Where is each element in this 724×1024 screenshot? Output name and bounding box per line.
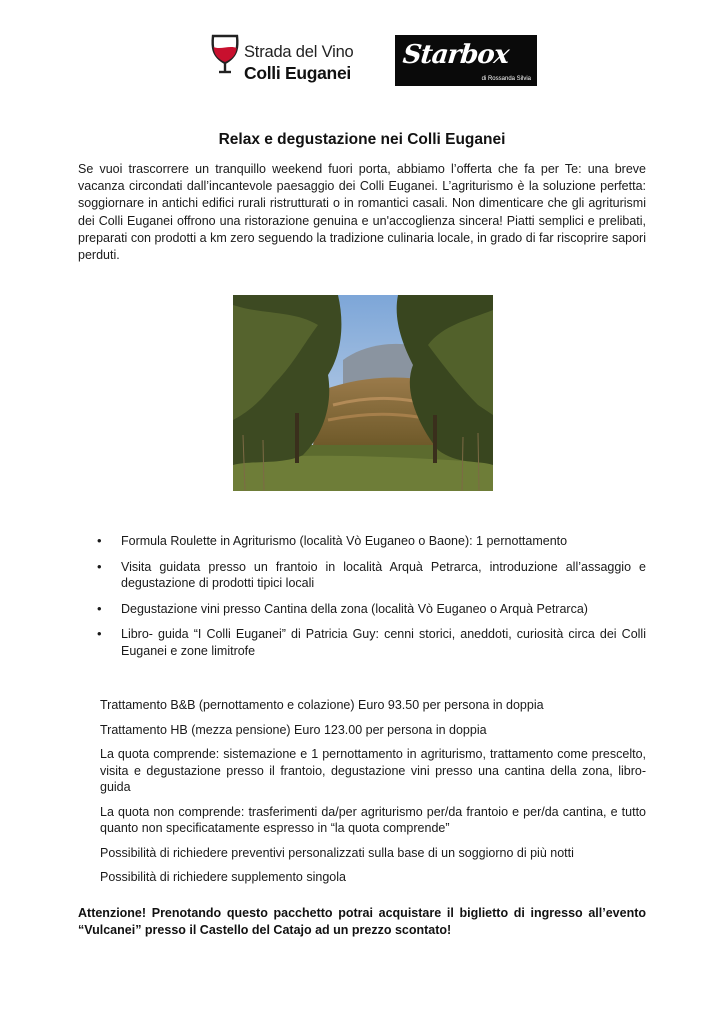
strada-del-vino-logo [210,34,370,86]
custom-quotes-note: Possibilità di richiedere preventivi personalizzati sulla base di un soggiorno di più notti [100,845,574,860]
starbox-logo [395,35,537,86]
wine-glass-icon [210,34,240,74]
list-item [96,626,646,659]
page-title: Relax e degustazione nei Colli Euganei [218,131,506,148]
bullet-icon: • [97,626,102,641]
strada-logo-line1: Strada del Vino [244,43,354,61]
landscape-photo [233,295,493,491]
price-hb: Trattamento HB (mezza pensione) Euro 123.00 per persona in doppia [100,722,487,737]
list-item [96,601,646,618]
quota-includes: La quota comprende: sistemazione e 1 pernottamento in agriturismo, trattamento come prescelto, visita e degustazione presso il frantoio, degustazione vini presso una cantina della zona, libro- guida [100,747,646,794]
bullet-icon: • [97,533,102,548]
attention-note: Attenzione! Prenotando questo pacchetto potrai acquistare il biglietto di ingresso all’evento “Vulcanei” presso il Castello del Catajo ad un prezzo scontato! [78,906,646,937]
single-supplement-note: Possibilità di richiedere supplemento singola [100,870,346,884]
quota-excludes: La quota non comprende: trasferimenti da/per agriturismo per/da frantoio e per/da cantina, e tutto quanto non specificatamente espresso in “la quota comprende” [100,804,646,835]
list-item-text: Degustazione vini presso Cantina della zona (località Vò Euganeo o Arquà Petrarca) [121,601,588,616]
intro-paragraph: Se vuoi trascorrere un tranquillo weekend fuori porta, abbiamo l’offerta che fa per Te: una breve vacanza circondati dall’incantevole paesaggio dei Colli Euganei. L’agriturismo è la soluzione perfetta: soggiornare in antichi edifici rurali ristrutturati o in romantici casali. Non dimenticare che gli agriturismi dei Colli Euganei offrono una ristorazione genuina e un'accoglienza sincera! Piatti semplici e prelibati, preparati con prodotti a km zero seguendo la tradizione culinaria locale, in grado di far riscoprire sapori perduti. [78,162,646,263]
price-bb: Trattamento B&B (pernottamento e colazione) Euro 93.50 per persona in doppia [100,698,544,712]
pricing-details [100,697,646,894]
list-item [96,559,646,592]
bullet-icon: • [97,558,102,574]
strada-logo-line2: Colli Euganei [244,63,351,83]
list-item-text: Visita guidata presso un frantoio in località Arquà Petrarca, introduzione all’assaggio e degustazione di prodotti tipici locali [121,559,646,590]
list-item [96,533,646,550]
starbox-logo-subtitle: di Rossanda Silvia [481,76,531,82]
list-item-text: Libro- guida “I Colli Euganei” di Patricia Guy: cenni storici, aneddoti, curiosità circa dei Colli Euganei e zone limitrofe [121,627,646,658]
list-item-text: Formula Roulette in Agriturismo (località Vò Euganeo o Baone): 1 pernottamento [121,534,568,548]
starbox-logo-brand: Starbox [401,40,510,70]
offer-bullet-list [96,533,646,668]
bullet-icon: • [97,600,102,616]
